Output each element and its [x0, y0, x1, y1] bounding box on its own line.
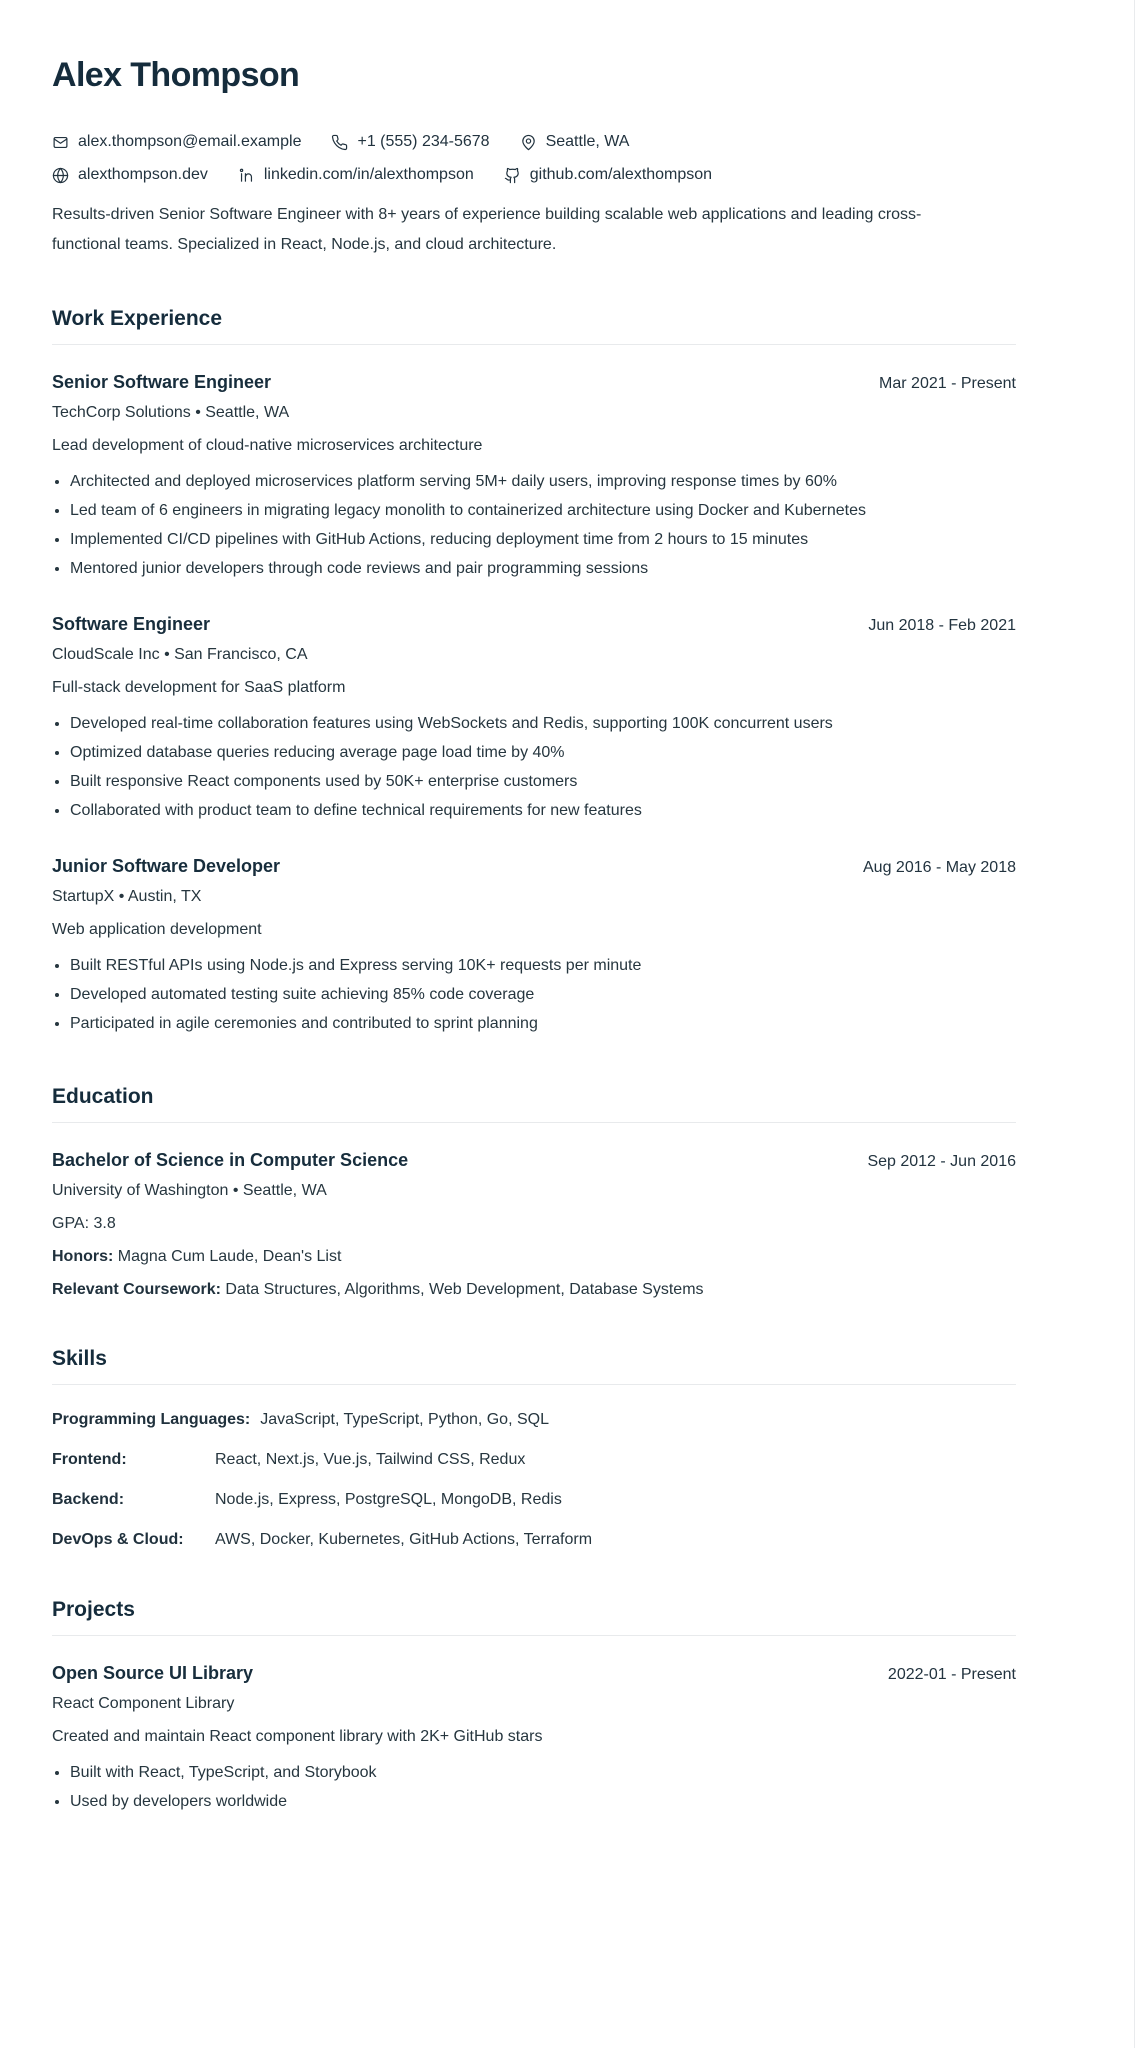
section-work-experience: [52, 306, 1016, 1038]
degree-title: Bachelor of Science in Computer Science: [52, 1150, 409, 1171]
job-highlight-item: • Participated in agile ceremonies and contributed to sprint planning: [70, 1009, 910, 1038]
section-skills: [52, 1346, 1016, 1551]
contact-row-secondary: [52, 166, 1016, 184]
skill-category-label: DevOps & Cloud:: [52, 1531, 184, 1549]
contact-website-text: alexthompson.dev: [78, 166, 208, 184]
contact-location-text: Seattle, WA: [545, 133, 630, 151]
project-subtitle: React Component Library: [52, 1695, 235, 1713]
job-description: Full-stack development for SaaS platform: [52, 679, 346, 697]
job-highlight-item: • Led team of 6 engineers in migrating legacy monolith to containerized architecture using Docker and Kubernetes: [70, 496, 910, 525]
skill-row-backend: [52, 1489, 1016, 1511]
project-description: Created and maintain React component library with 2K+ GitHub stars: [52, 1728, 543, 1746]
job-highlights: [52, 951, 1016, 1038]
project-entry-open-source-ui-library: [52, 1662, 1016, 1816]
projects-heading: Projects: [52, 1598, 135, 1622]
project-entry-head: [52, 1662, 1016, 1684]
project-highlight-item: • Built with React, TypeScript, and Storybook: [70, 1758, 910, 1787]
coursework-value: Data Structures, Algorithms, Web Development, Database Systems: [225, 1281, 704, 1299]
contact-location: [520, 133, 630, 151]
skill-category-value: JavaScript, TypeScript, Python, Go, SQL: [260, 1411, 549, 1429]
mail-icon: [52, 134, 69, 151]
job-highlight-item: • Developed automated testing suite achieving 85% code coverage: [70, 980, 910, 1009]
contact-linkedin[interactable]: [238, 166, 474, 184]
job-highlight-item: • Built responsive React components used by 50K+ enterprise customers: [70, 767, 910, 796]
job-entry-head: [52, 613, 1016, 635]
job-highlight-item: • Collaborated with product team to define technical requirements for new features: [70, 796, 910, 825]
contact-email[interactable]: [52, 133, 301, 151]
coursework-label: Relevant Coursework:: [52, 1281, 221, 1299]
job-highlight-item: • Architected and deployed microservices platform serving 5M+ daily users, improving response times by 60%: [70, 467, 910, 496]
job-title: Junior Software Developer: [52, 856, 281, 877]
job-highlight-item: • Optimized database queries reducing average page load time by 40%: [70, 738, 910, 767]
contact-website[interactable]: [52, 166, 208, 184]
contact-github[interactable]: [504, 166, 712, 184]
phone-icon: [331, 134, 348, 151]
education-heading: Education: [52, 1085, 154, 1109]
job-highlights: [52, 467, 1016, 583]
job-description: Lead development of cloud-native microservices architecture: [52, 437, 483, 455]
honors-value: Magna Cum Laude, Dean's List: [117, 1248, 342, 1266]
job-company-location: TechCorp Solutions • Seattle, WA: [52, 404, 290, 422]
contact-email-text: alex.thompson@email.example: [78, 133, 302, 151]
skills-heading: Skills: [52, 1347, 107, 1371]
skill-category-label: Backend:: [52, 1491, 125, 1509]
job-entry-head: [52, 371, 1016, 393]
contact-phone-text: +1 (555) 234-5678: [357, 133, 490, 151]
contact-row-primary: [52, 133, 1016, 151]
job-highlight-item: • Implemented CI/CD pipelines with GitHub Actions, reducing deployment time from 2 hours to 15 minutes: [70, 525, 910, 554]
gpa-line: GPA: 3.8: [52, 1215, 116, 1233]
contact-phone[interactable]: [331, 133, 489, 151]
job-highlight-item: • Developed real-time collaboration features using WebSockets and Redis, supporting 100K concurrent users: [70, 709, 910, 738]
section-projects: [52, 1597, 1016, 1816]
linkedin-icon: [238, 167, 255, 184]
education-entry: [52, 1149, 1016, 1300]
skill-category-value: React, Next.js, Vue.js, Tailwind CSS, Redux: [215, 1451, 526, 1469]
job-entry-junior-software-developer: [52, 855, 1016, 1038]
section-divider: [52, 344, 1016, 345]
globe-icon: [52, 167, 69, 184]
section-divider: [52, 1122, 1016, 1123]
honors-line: [52, 1246, 1016, 1267]
skill-category-label: Frontend:: [52, 1451, 127, 1469]
job-company-location: StartupX • Austin, TX: [52, 888, 202, 906]
skill-category-label: Programming Languages:: [52, 1411, 251, 1429]
project-highlights: [52, 1758, 1016, 1816]
map-pin-icon: [520, 134, 537, 151]
job-title: Software Engineer: [52, 614, 211, 635]
section-education: [52, 1084, 1016, 1300]
professional-summary: Results-driven Senior Software Engineer with 8+ years of experience building scalable web applications and leading cross-functional teams. Specialized in React, Node.js, and cloud architecture.: [52, 206, 922, 254]
job-entry-senior-software-engineer: [52, 371, 1016, 583]
work-experience-heading: Work Experience: [52, 307, 223, 331]
contact-github-text: github.com/alexthompson: [529, 166, 713, 184]
skill-category-value: AWS, Docker, Kubernetes, GitHub Actions, Terraform: [215, 1531, 593, 1549]
coursework-line: [52, 1279, 1016, 1300]
resume-header: [52, 56, 1016, 260]
contact-linkedin-text: linkedin.com/in/alexthompson: [263, 166, 474, 184]
job-highlights: [52, 709, 1016, 825]
candidate-name: Alex Thompson: [52, 56, 300, 94]
job-dates: Aug 2016 - May 2018: [863, 859, 1016, 877]
project-highlight-item: • Used by developers worldwide: [70, 1787, 910, 1816]
skill-row-frontend: [52, 1449, 1016, 1471]
project-title: Open Source UI Library: [52, 1663, 254, 1684]
github-icon: [504, 167, 521, 184]
skill-row-devops-cloud: [52, 1529, 1016, 1551]
job-entry-software-engineer: [52, 613, 1016, 825]
job-entry-head: [52, 855, 1016, 877]
project-dates: 2022-01 - Present: [887, 1666, 1016, 1684]
honors-label: Honors:: [52, 1248, 114, 1266]
skill-row-programming-languages: [52, 1409, 1016, 1431]
education-entry-head: [52, 1149, 1016, 1171]
job-title: Senior Software Engineer: [52, 372, 272, 393]
job-highlight-item: • Mentored junior developers through code reviews and pair programming sessions: [70, 554, 910, 583]
job-dates: Mar 2021 - Present: [879, 375, 1016, 393]
job-company-location: CloudScale Inc • San Francisco, CA: [52, 646, 308, 664]
school-location: University of Washington • Seattle, WA: [52, 1182, 327, 1200]
job-dates: Jun 2018 - Feb 2021: [868, 617, 1016, 635]
education-dates: Sep 2012 - Jun 2016: [867, 1153, 1016, 1171]
job-description: Web application development: [52, 921, 262, 939]
section-divider: [52, 1384, 1016, 1385]
section-divider: [52, 1635, 1016, 1636]
job-highlight-item: • Built RESTful APIs using Node.js and Express serving 10K+ requests per minute: [70, 951, 910, 980]
skill-category-value: Node.js, Express, PostgreSQL, MongoDB, Redis: [215, 1491, 562, 1509]
